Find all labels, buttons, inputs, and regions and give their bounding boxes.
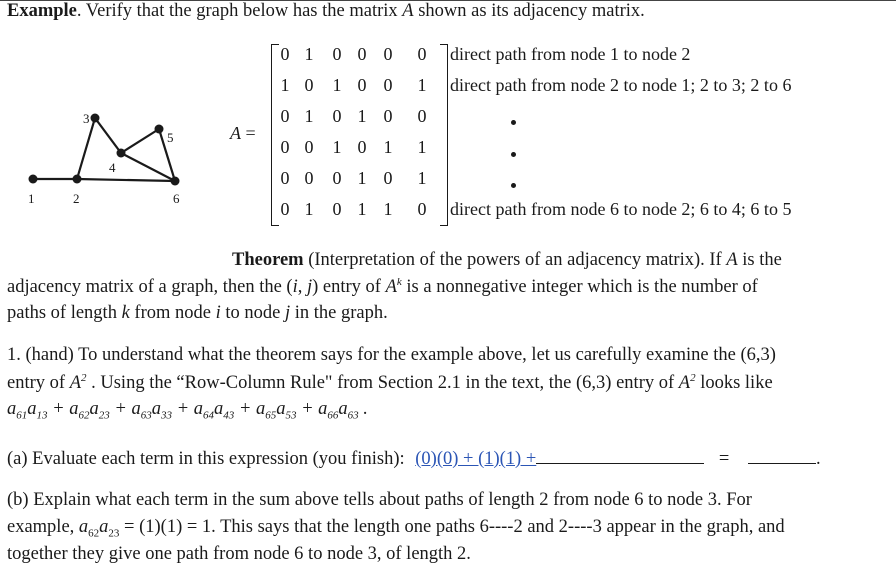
matrix-cell: 0 bbox=[417, 44, 427, 64]
matrix-row-5 bbox=[277, 168, 443, 194]
matrix-cell: 0 bbox=[280, 44, 290, 64]
matrix-annotation-row-2: direct path from node 2 to node 1; 2 to 3; 2 to 6 bbox=[450, 75, 792, 95]
matrix-cell: 0 bbox=[332, 44, 342, 64]
node-5 bbox=[155, 125, 164, 134]
node-label-1: 1 bbox=[28, 191, 35, 206]
matrix-cell: 1 bbox=[332, 75, 342, 95]
row-dot bbox=[511, 120, 516, 125]
matrix-cell: 1 bbox=[417, 137, 427, 157]
theorem-line-2: adjacency matrix of a graph, then the (i, j) entry of $A^k$ is a nonnegative integer which is the number of bbox=[7, 276, 758, 298]
part-a-line bbox=[7, 449, 821, 470]
matrix-cell: 0 bbox=[383, 75, 393, 95]
matrix-cell: 1 bbox=[417, 168, 427, 188]
node-2 bbox=[73, 175, 82, 184]
matrix-cell: 0 bbox=[417, 199, 427, 219]
edge-4-5 bbox=[121, 129, 159, 153]
matrix-cell: 1 bbox=[304, 199, 314, 219]
node-label-5: 5 bbox=[167, 130, 174, 145]
node-label-6: 6 bbox=[173, 191, 180, 206]
example-heading: Example bbox=[7, 1, 77, 21]
matrix-cell: 0 bbox=[304, 168, 314, 188]
matrix-cell: 0 bbox=[357, 44, 367, 64]
example-line bbox=[7, 1, 645, 22]
matrix-cell: 1 bbox=[304, 106, 314, 126]
matrix-cell: 1 bbox=[304, 44, 314, 64]
matrix-row-6 bbox=[277, 199, 443, 225]
problem-line-2: entry of $A^2$ . Using the “Row-Column Rule" from Section 2.1 in the text, the (6,3) entry of $A^2$ looks like bbox=[7, 372, 773, 394]
row-dot bbox=[511, 152, 516, 157]
matrix-cell: 1 bbox=[280, 75, 290, 95]
matrix-label: A = bbox=[230, 123, 256, 143]
row-column-formula: $a_{61}a_{13} + a_{62}a_{23} + a_{63}a_{33} + a_{64}a_{43} + a_{65}a_{53} + a_{66}a_{63}$ . bbox=[7, 399, 368, 422]
problem-line-1: 1. (hand) To understand what the theorem says for the example above, let us carefully examine the (6,3) bbox=[7, 345, 776, 365]
matrix-cell: 0 bbox=[304, 137, 314, 157]
example-text: . Verify that the graph below has the matrix A shown as its adjacency matrix. bbox=[76, 1, 645, 21]
node-4 bbox=[117, 149, 126, 158]
matrix-row-1 bbox=[277, 44, 443, 70]
matrix-annotation-row-1: direct path from node 1 to node 2 bbox=[450, 44, 691, 64]
part-a-equals: = bbox=[718, 449, 730, 469]
part-b-line-1: (b) Explain what each term in the sum above tells about paths of length 2 from node 6 to node 3. For bbox=[7, 490, 752, 510]
part-a-blank[interactable] bbox=[536, 462, 704, 464]
matrix-cell: 0 bbox=[383, 44, 393, 64]
matrix-cell: 0 bbox=[357, 137, 367, 157]
part-a-answer-blank[interactable] bbox=[748, 462, 816, 464]
matrix-cell: 0 bbox=[332, 106, 342, 126]
theorem-line-1: Theorem (Interpretation of the powers of an adjacency matrix). If A is the bbox=[232, 250, 782, 270]
part-b-line-2: example, $a_{62}a_{23} = (1)(1) = 1$. This says that the length one paths 6----2 and 2----3 appear in the graph, and bbox=[7, 517, 785, 540]
matrix-cell: 0 bbox=[332, 199, 342, 219]
matrix-cell: 0 bbox=[304, 75, 314, 95]
matrix-cell: 1 bbox=[383, 199, 393, 219]
node-6 bbox=[171, 177, 180, 186]
matrix-cell: 0 bbox=[280, 168, 290, 188]
row-dot bbox=[511, 183, 516, 188]
matrix-row-2 bbox=[277, 75, 443, 101]
matrix-cell: 0 bbox=[383, 168, 393, 188]
matrix-row-4 bbox=[277, 137, 443, 163]
node-3 bbox=[91, 114, 100, 123]
part-b-line-3: together they give one path from node 6 to node 3, of length 2. bbox=[7, 544, 471, 564]
matrix-row-3 bbox=[277, 106, 443, 132]
edge-2-3 bbox=[77, 118, 95, 179]
part-a-text: (a) Evaluate each term in this expression (you finish): bbox=[7, 449, 405, 469]
node-1 bbox=[29, 175, 38, 184]
edge-3-4 bbox=[95, 118, 121, 153]
part-a-filled: (0)(0) + (1)(1) + bbox=[415, 449, 537, 469]
matrix-cell: 0 bbox=[417, 106, 427, 126]
matrix-cell: 1 bbox=[357, 106, 367, 126]
matrix-cell: 1 bbox=[357, 168, 367, 188]
matrix-cell: 0 bbox=[383, 106, 393, 126]
node-label-4: 4 bbox=[109, 160, 116, 175]
graph-figure bbox=[15, 105, 200, 215]
theorem-line-3: paths of length k from node i to node j in the graph. bbox=[7, 303, 388, 323]
matrix-cell: 0 bbox=[280, 106, 290, 126]
node-label-2: 2 bbox=[73, 191, 80, 206]
matrix-cell: 1 bbox=[357, 199, 367, 219]
part-a-period: . bbox=[815, 449, 821, 469]
matrix-cell: 0 bbox=[280, 199, 290, 219]
matrix-cell: 1 bbox=[417, 75, 427, 95]
matrix-cell: 0 bbox=[357, 75, 367, 95]
matrix-cell: 0 bbox=[280, 137, 290, 157]
edge-2-6 bbox=[77, 179, 175, 181]
node-label-3: 3 bbox=[83, 111, 90, 126]
matrix-cell: 1 bbox=[383, 137, 393, 157]
matrix-cell: 0 bbox=[332, 168, 342, 188]
matrix-cell: 1 bbox=[332, 137, 342, 157]
matrix-annotation-row-6: direct path from node 6 to node 2; 6 to 4; 6 to 5 bbox=[450, 199, 792, 219]
